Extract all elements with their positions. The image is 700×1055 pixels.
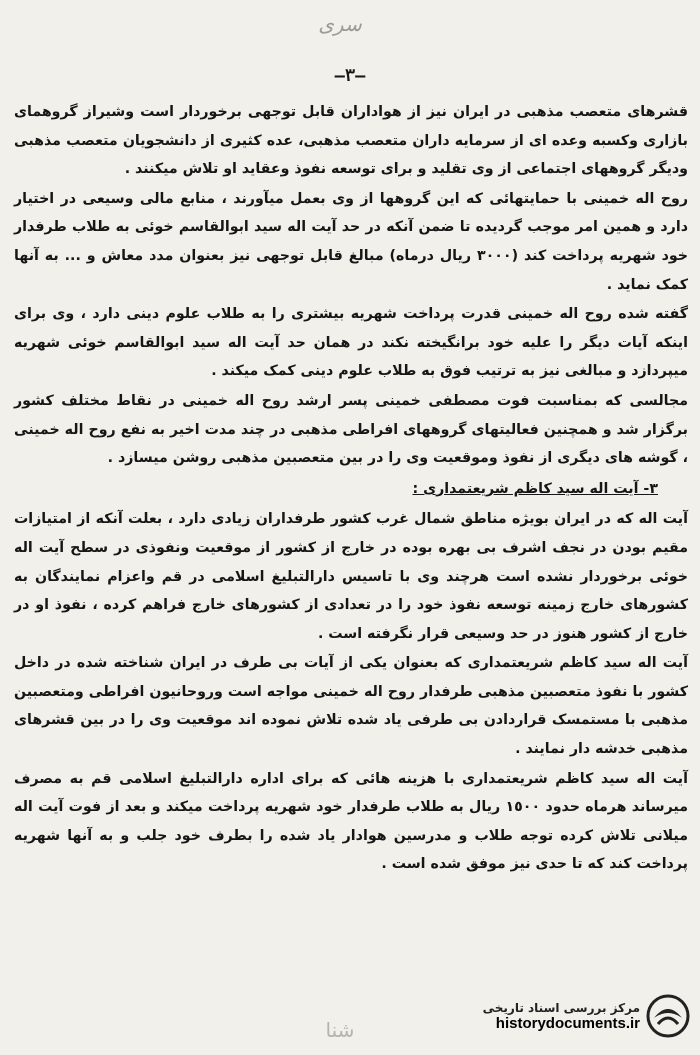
section-heading: ٣- آیت اله سید کاظم شریعتمداری : bbox=[412, 480, 658, 497]
handwritten-bottom-mark: شنا bbox=[325, 1018, 355, 1042]
handwritten-top-mark: سری bbox=[318, 12, 362, 36]
paragraph-7: آیت اله سید کاظم شریعتمداری با هزینه هائی که برای اداره دارالتبلیغ اسلامی قم به مصرف میرساند هرماه حدود ١٥٠٠ ریال به طلاب طرفدار خود شهریه پرداخت میکند و بعد از فوت آیت اله میلانی تلاش کرده توجه طلاب و مدرسین هوادار یاد شده را بطرف خود جلب و به آنها شهریه پرداخت کند که تا حدی نیز موفق شده است . bbox=[14, 770, 688, 873]
paragraph-1: قشرهای متعصب مذهبی در ایران نیز از هواداران قابل توجهی برخوردار است وشیراز گروهمای بازاری وکسبه وعده ای از سرمایه داران متعصب مذهبی، عده کثیری از دانشجویان متعصب مذهبی ودیگر گروههای اجتماعی از وی تقلید و برای توسعه نفوذ وعقاید او تلاش میکنند . bbox=[14, 104, 688, 178]
document-body bbox=[14, 98, 688, 880]
watermark-text bbox=[483, 1001, 640, 1032]
paragraph-2: روح اله خمینی با حمایتهائی که این گروهها از وی بعمل میآورند ، منابع مالی وسیعی در اختیار دارد و همین امر موجب گردیده تا ضمن آنکه در حد آیت اله سید ابوالقاسم خوئی به طلاب طرفدار خود شهریه پرداخت کند (٣٠٠٠ ریال درماه) مبالغ قابل توجهی نیز بعنوان مدد معاش و ... به آنها کمک نماید . bbox=[14, 190, 689, 293]
paragraph-3: گفته شده روح اله خمینی قدرت پرداخت شهریه بیشتری را به طلاب علوم دینی دارد ، وی برای اینکه آیات دیگر را علیه خود برانگیخته نکند در همان حد آیت اله سید ابوالقاسم خوئی شهریه میپردازد و مبالغی نیز به ترتیب فوق به طلاب علوم دینی کمک میکند . bbox=[14, 306, 688, 380]
paragraph-5: آیت اله که در ایران بویژه مناطق شمال غرب کشور طرفداران زیادی دارد ، بعلت آنکه از امتیازات مقیم بودن در نجف اشرف بی بهره بوده در خارج از کشور از موقعیت ونفوذی در سطح آیت اله خوئی برخوردار نشده است هرچند وی با تاسیس دارالتبلیغ اسلامی در قم واعزام نمایندگان به کشورهای خارج زمینه توسعه نفوذ خود را در تعدادی از کشورهای خارج فراهم کرده ، نفوذ او در خارج از کشور هنوز در حد وسیعی قرار نگرفته است . bbox=[14, 511, 688, 642]
watermark bbox=[440, 988, 690, 1044]
paragraph-6: آیت اله سید کاظم شریعتمداری که بعنوان یکی از آیات بی طرف در ایران شناخته شده در داخل کشور با نفوذ متعصبین مذهبی طرفدار روح اله خمینی مواجه است وروحانیون افراطی ومتعصبین مذهبی با مستمسک قراردادن بی طرفی یاد شده تلاش نموده اند موقعیت وی را در بین قشرهای مذهبی خدشه دار نمایند . bbox=[14, 655, 688, 758]
watermark-logo-icon bbox=[646, 994, 690, 1038]
watermark-title: مرکز بررسی اسناد تاریخی bbox=[482, 1000, 640, 1015]
page-number: —٣— bbox=[334, 66, 366, 86]
watermark-url: historydocuments.ir bbox=[495, 1014, 640, 1032]
paragraph-4: مجالسی که بمناسبت فوت مصطفی خمینی پسر ارشد روح اله خمینی در نقاط مختلف کشور برگزار شد و همچنین فعالیتهای گروههای افراطی مذهبی در چند مدت اخیر به نفع روح اله خمینی ، گوشه های دیگری از نفوذ وموقعیت وی را در بین متعصبین مذهبی روشن میسازد . bbox=[14, 392, 688, 467]
